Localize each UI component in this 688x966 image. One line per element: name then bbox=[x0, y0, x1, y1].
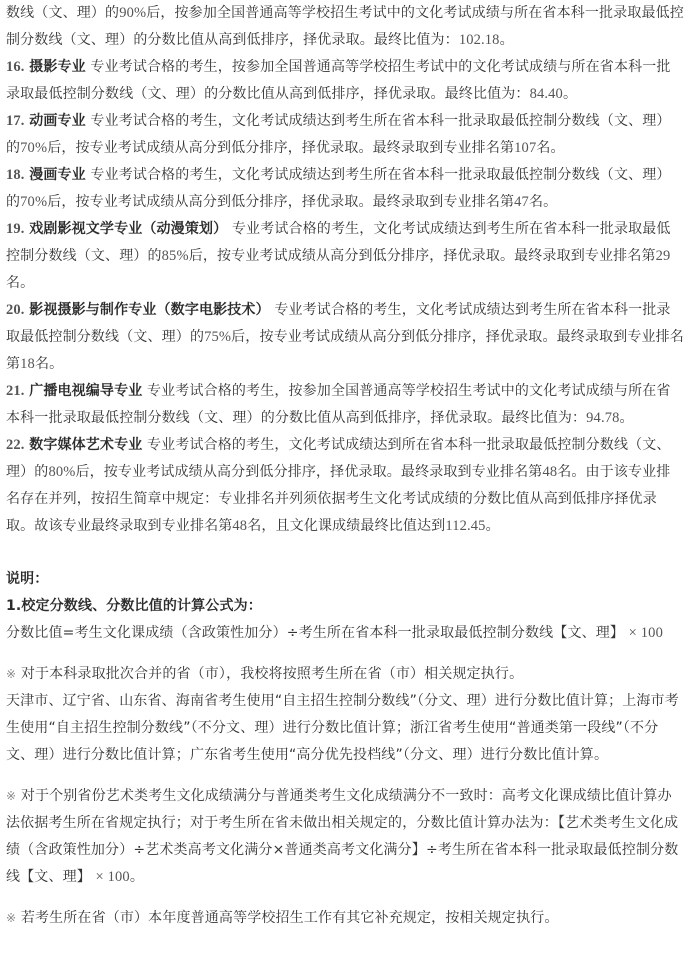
item-index: 17. bbox=[6, 113, 25, 129]
reference-mark-icon: ※ bbox=[6, 667, 17, 681]
text: 专业考试合格的考生，文化考试成绩达到考生所在省本科一批录取最低控制分数线（文、理）的 bbox=[6, 302, 671, 345]
text: 名。 bbox=[34, 356, 64, 372]
spacer bbox=[6, 647, 684, 661]
major-name: 动画专业 bbox=[29, 113, 86, 129]
text: 后，按专业考试成绩从高分到低分排序，择优录取。最终录取到专业排名第 bbox=[6, 329, 684, 372]
major-item-19 bbox=[6, 216, 684, 297]
final-ratio: 102.18 bbox=[458, 32, 500, 48]
final-ratio: 112.45 bbox=[445, 518, 486, 534]
text: 后，按专业考试成绩从高分到低分排序，择优录取。最终录取到专业排名第 bbox=[75, 464, 543, 480]
item-index: 19. bbox=[6, 221, 25, 237]
note-text: 对于本科录取批次合并的省（市），我校将按照考生所在省（市）相关规定执行。 bbox=[20, 666, 524, 682]
text: 。 bbox=[619, 410, 634, 426]
reference-mark-icon: ※ bbox=[6, 789, 17, 803]
text: 。 bbox=[129, 869, 144, 885]
text: 后，按专业考试成绩从高分到低分排序，择优录取。最终录取到专业排名第 bbox=[47, 140, 515, 156]
percentage: 70% bbox=[20, 194, 48, 210]
percentage: 85% bbox=[161, 248, 189, 264]
item-index: 22. bbox=[6, 437, 25, 453]
formula-text: 分数比值=考生文化课成绩（含政策性加分）÷考生所在省本科一批录取最低控制分数线【文、理】 bbox=[6, 625, 625, 641]
major-item-17 bbox=[6, 108, 684, 162]
text: 。 bbox=[485, 518, 500, 534]
text: 数线（文、理）的 bbox=[6, 5, 120, 21]
reference-mark-icon: ※ bbox=[6, 911, 17, 925]
text: 名。由于该专业排名存在并列，按招生简章中规定：专业排名并列须依据考生文化考试成绩的分数比值从高到低排序择优录取。故该专业最终录取到专业排名第 bbox=[6, 464, 671, 534]
spacer bbox=[6, 769, 684, 783]
major-item-20 bbox=[6, 297, 684, 378]
text: 名。 bbox=[528, 194, 558, 210]
note-text: 对于个别省份艺术类考生文化成绩满分与普通类考生文化成绩满分不一致时：高考文化课成绩比值计算办法依据考生所在省规定执行；对于考生所在省未做出相关规定的，分数比值计算办法为：【艺术类考生文化成绩（含政策性加分）÷艺术类高考文化满分×普通类高考文化满分】÷考生所在省本科一批录取最低控制分数线【文、理】 bbox=[6, 788, 679, 885]
item-index: 16. bbox=[6, 59, 25, 75]
text: 专业考试合格的考生，文化考试成绩达到考生所在省本科一批录取最低控制分数线（文、理）的 bbox=[6, 113, 671, 156]
text: 专业考试合格的考生，文化考试成绩达到考生所在省本科一批录取最低控制分数线（文、理）的 bbox=[6, 221, 671, 264]
text: 后，按专业考试成绩从高分到低分排序，择优录取。最终录取到专业排名第 bbox=[188, 248, 656, 264]
rank: 47 bbox=[514, 194, 529, 210]
rank: 18 bbox=[20, 356, 35, 372]
percentage: 90% bbox=[119, 5, 147, 21]
note-1 bbox=[6, 661, 684, 688]
major-name: 影视摄影与制作专业（数字电影技术） bbox=[29, 302, 270, 318]
major-name: 数字媒体艺术专业 bbox=[29, 437, 143, 453]
item-index: 21. bbox=[6, 383, 25, 399]
percentage: 80% bbox=[48, 464, 76, 480]
text: 专业考试合格的考生，按参加全国普通高等学校招生考试中的文化考试成绩与所在省本科一批录取最低控制分数线（文、理）的分数比值从高到低排序，择优录取。最终比值为： bbox=[6, 383, 671, 426]
major-item-16 bbox=[6, 54, 684, 108]
note-text: 若考生所在省（市）本年度普通高等学校招生工作有其它补充规定，按相关规定执行。 bbox=[20, 910, 559, 926]
rank: 48 bbox=[232, 518, 248, 534]
rank: 107 bbox=[514, 140, 537, 156]
final-ratio: 84.40 bbox=[529, 86, 563, 102]
major-item-18 bbox=[6, 162, 684, 216]
text: 专业考试合格的考生，按参加全国普通高等学校招生考试中的文化考试成绩与所在省本科一批录取最低控制分数线（文、理）的分数比值从高到低排序，择优录取。最终比值为： bbox=[6, 59, 671, 102]
text: 。 bbox=[562, 86, 578, 102]
major-name: 漫画专业 bbox=[29, 167, 86, 183]
notes-subheading: 1.校定分数线、分数比值的计算公式为： bbox=[6, 598, 262, 614]
item-index: 18. bbox=[6, 167, 25, 183]
rank: 48 bbox=[542, 464, 558, 480]
notes-heading: 说明： bbox=[6, 571, 49, 587]
text: 名。 bbox=[536, 140, 565, 156]
text: 名。 bbox=[6, 275, 35, 291]
text: 后，按专业考试成绩从高分到低分排序，择优录取。最终录取到专业排名第 bbox=[47, 194, 515, 210]
major-item-22 bbox=[6, 432, 684, 540]
item-index: 20. bbox=[6, 302, 25, 318]
percentage: 70% bbox=[20, 140, 48, 156]
spacer bbox=[6, 891, 684, 905]
note-2 bbox=[6, 783, 684, 891]
formula-multiplier: × 100 bbox=[95, 869, 130, 885]
continuation-paragraph bbox=[6, 0, 684, 54]
note-3 bbox=[6, 905, 684, 932]
major-name: 戏剧影视文学专业（动漫策划） bbox=[29, 221, 228, 237]
final-ratio: 94.78 bbox=[586, 410, 620, 426]
formula bbox=[6, 620, 684, 647]
spacer bbox=[6, 540, 684, 566]
rank: 29 bbox=[655, 248, 671, 264]
text: 名，且文化课成绩最终比值达到 bbox=[247, 518, 446, 534]
text: 后，按参加全国普通高等学校招生考试中的文化考试成绩与所在省本科一批录取最低控制分数线（文、理）的分数比值从高到低排序，择优录取。最终比值为： bbox=[6, 5, 684, 48]
text: 专业考试合格的考生，文化考试成绩达到考生所在省本科一批录取最低控制分数线（文、理）的 bbox=[6, 167, 671, 210]
formula-multiplier: × 100 bbox=[628, 625, 663, 641]
major-name: 广播电视编导专业 bbox=[29, 383, 143, 399]
text: 专业考试合格的考生，文化考试成绩达到所在省本科一批录取最低控制分数线（文、理）的 bbox=[6, 437, 671, 480]
percentage: 75% bbox=[204, 329, 232, 345]
note-1-detail: 天津市、辽宁省、山东省、海南省考生使用“自主招生控制分数线”（分文、理）进行分数比值计算；上海市考生使用“自主招生控制分数线”（不分文、理）进行分数比值计算；浙江省考生使用“普通类第一段线”（不分文、理）进行分数比值计算；广东省考生使用“高分优先投档线”（分文、理）进行分数比值计算。 bbox=[6, 693, 679, 763]
text: 。 bbox=[499, 32, 514, 48]
major-item-21 bbox=[6, 378, 684, 432]
major-name: 摄影专业 bbox=[29, 59, 86, 75]
